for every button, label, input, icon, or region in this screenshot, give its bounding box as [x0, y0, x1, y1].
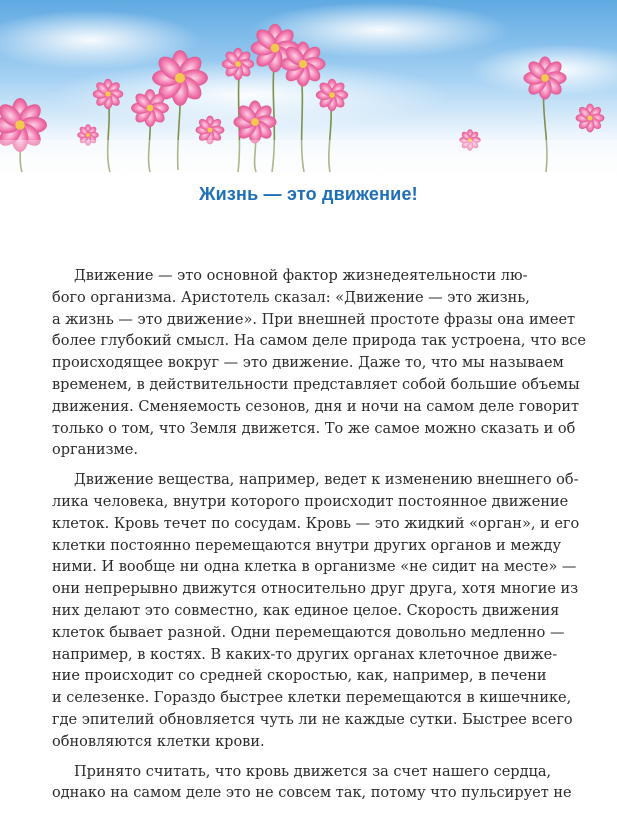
paragraph [52, 762, 572, 806]
paragraph [52, 470, 580, 753]
text-line: где эпителий обновляется чуть ли не каждые сутки. Быстрее всего [52, 711, 573, 728]
text-line: а жизнь — это движение». При внешней простоте фразы она имеет [52, 311, 576, 328]
text-line: лика человека, внутри которого происходит постоянное движение [52, 493, 569, 510]
text-line: клеток бывает разной. Одни перемещаются довольно медленно — [52, 624, 565, 641]
text-line: они непрерывно движутся относительно друг друга, хотя многие из [52, 581, 579, 598]
text-line: происходящее вокруг — это движение. Даже то, что мы называем [52, 355, 564, 372]
article-body [52, 266, 586, 813]
paragraph [52, 266, 586, 462]
cosmos-flowers-image [0, 0, 617, 175]
text-line: организме. [52, 442, 138, 459]
text-line: клетки постоянно перемещаются внутри других органов и между [52, 537, 561, 554]
text-line: них делают это совместно, как единое целое. Скорость движения [52, 602, 560, 619]
text-line: ними. И вообще ни одна клетка в организме «не сидит на месте» — [52, 559, 577, 576]
text-line: только о том, что Земля движется. То же самое можно сказать и об [52, 420, 576, 437]
text-line: Принято считать, что кровь движется за счет нашего сердца, [74, 763, 552, 780]
text-line: Движение — это основной фактор жизнедеятельности лю- [74, 268, 528, 284]
text-line: клеток. Кровь течет по сосудам. Кровь — это жидкий «орган», и его [52, 515, 580, 532]
page-title: Жизнь — это движение! [199, 184, 418, 204]
text-line: более глубокий смысл. На самом деле природа так устроена, что все [52, 333, 586, 350]
text-line: временем, в действительности представляет собой большие объемы [52, 376, 580, 393]
text-line: Движение вещества, например, ведет к изменению внешнего об- [74, 472, 579, 489]
text-line: например, в костях. В каких-то других органах клеточное движе- [52, 646, 558, 663]
text-line: движения. Сменяемость сезонов, дня и ночи на самом деле говорит [52, 398, 580, 415]
text-line: и селезенке. Гораздо быстрее клетки перемещаются в кишечнике, [52, 690, 572, 707]
text-line: ние происходит со средней скоростью, как, например, в печени [52, 668, 547, 685]
text-line: обновляются клетки крови. [52, 733, 265, 750]
text-line: бого организма. Аристотель сказал: «Движение — это жизнь, [52, 289, 530, 306]
text-line: однако на самом деле это не совсем так, потому что пульсирует не [52, 785, 572, 802]
flower-banner [0, 0, 617, 175]
